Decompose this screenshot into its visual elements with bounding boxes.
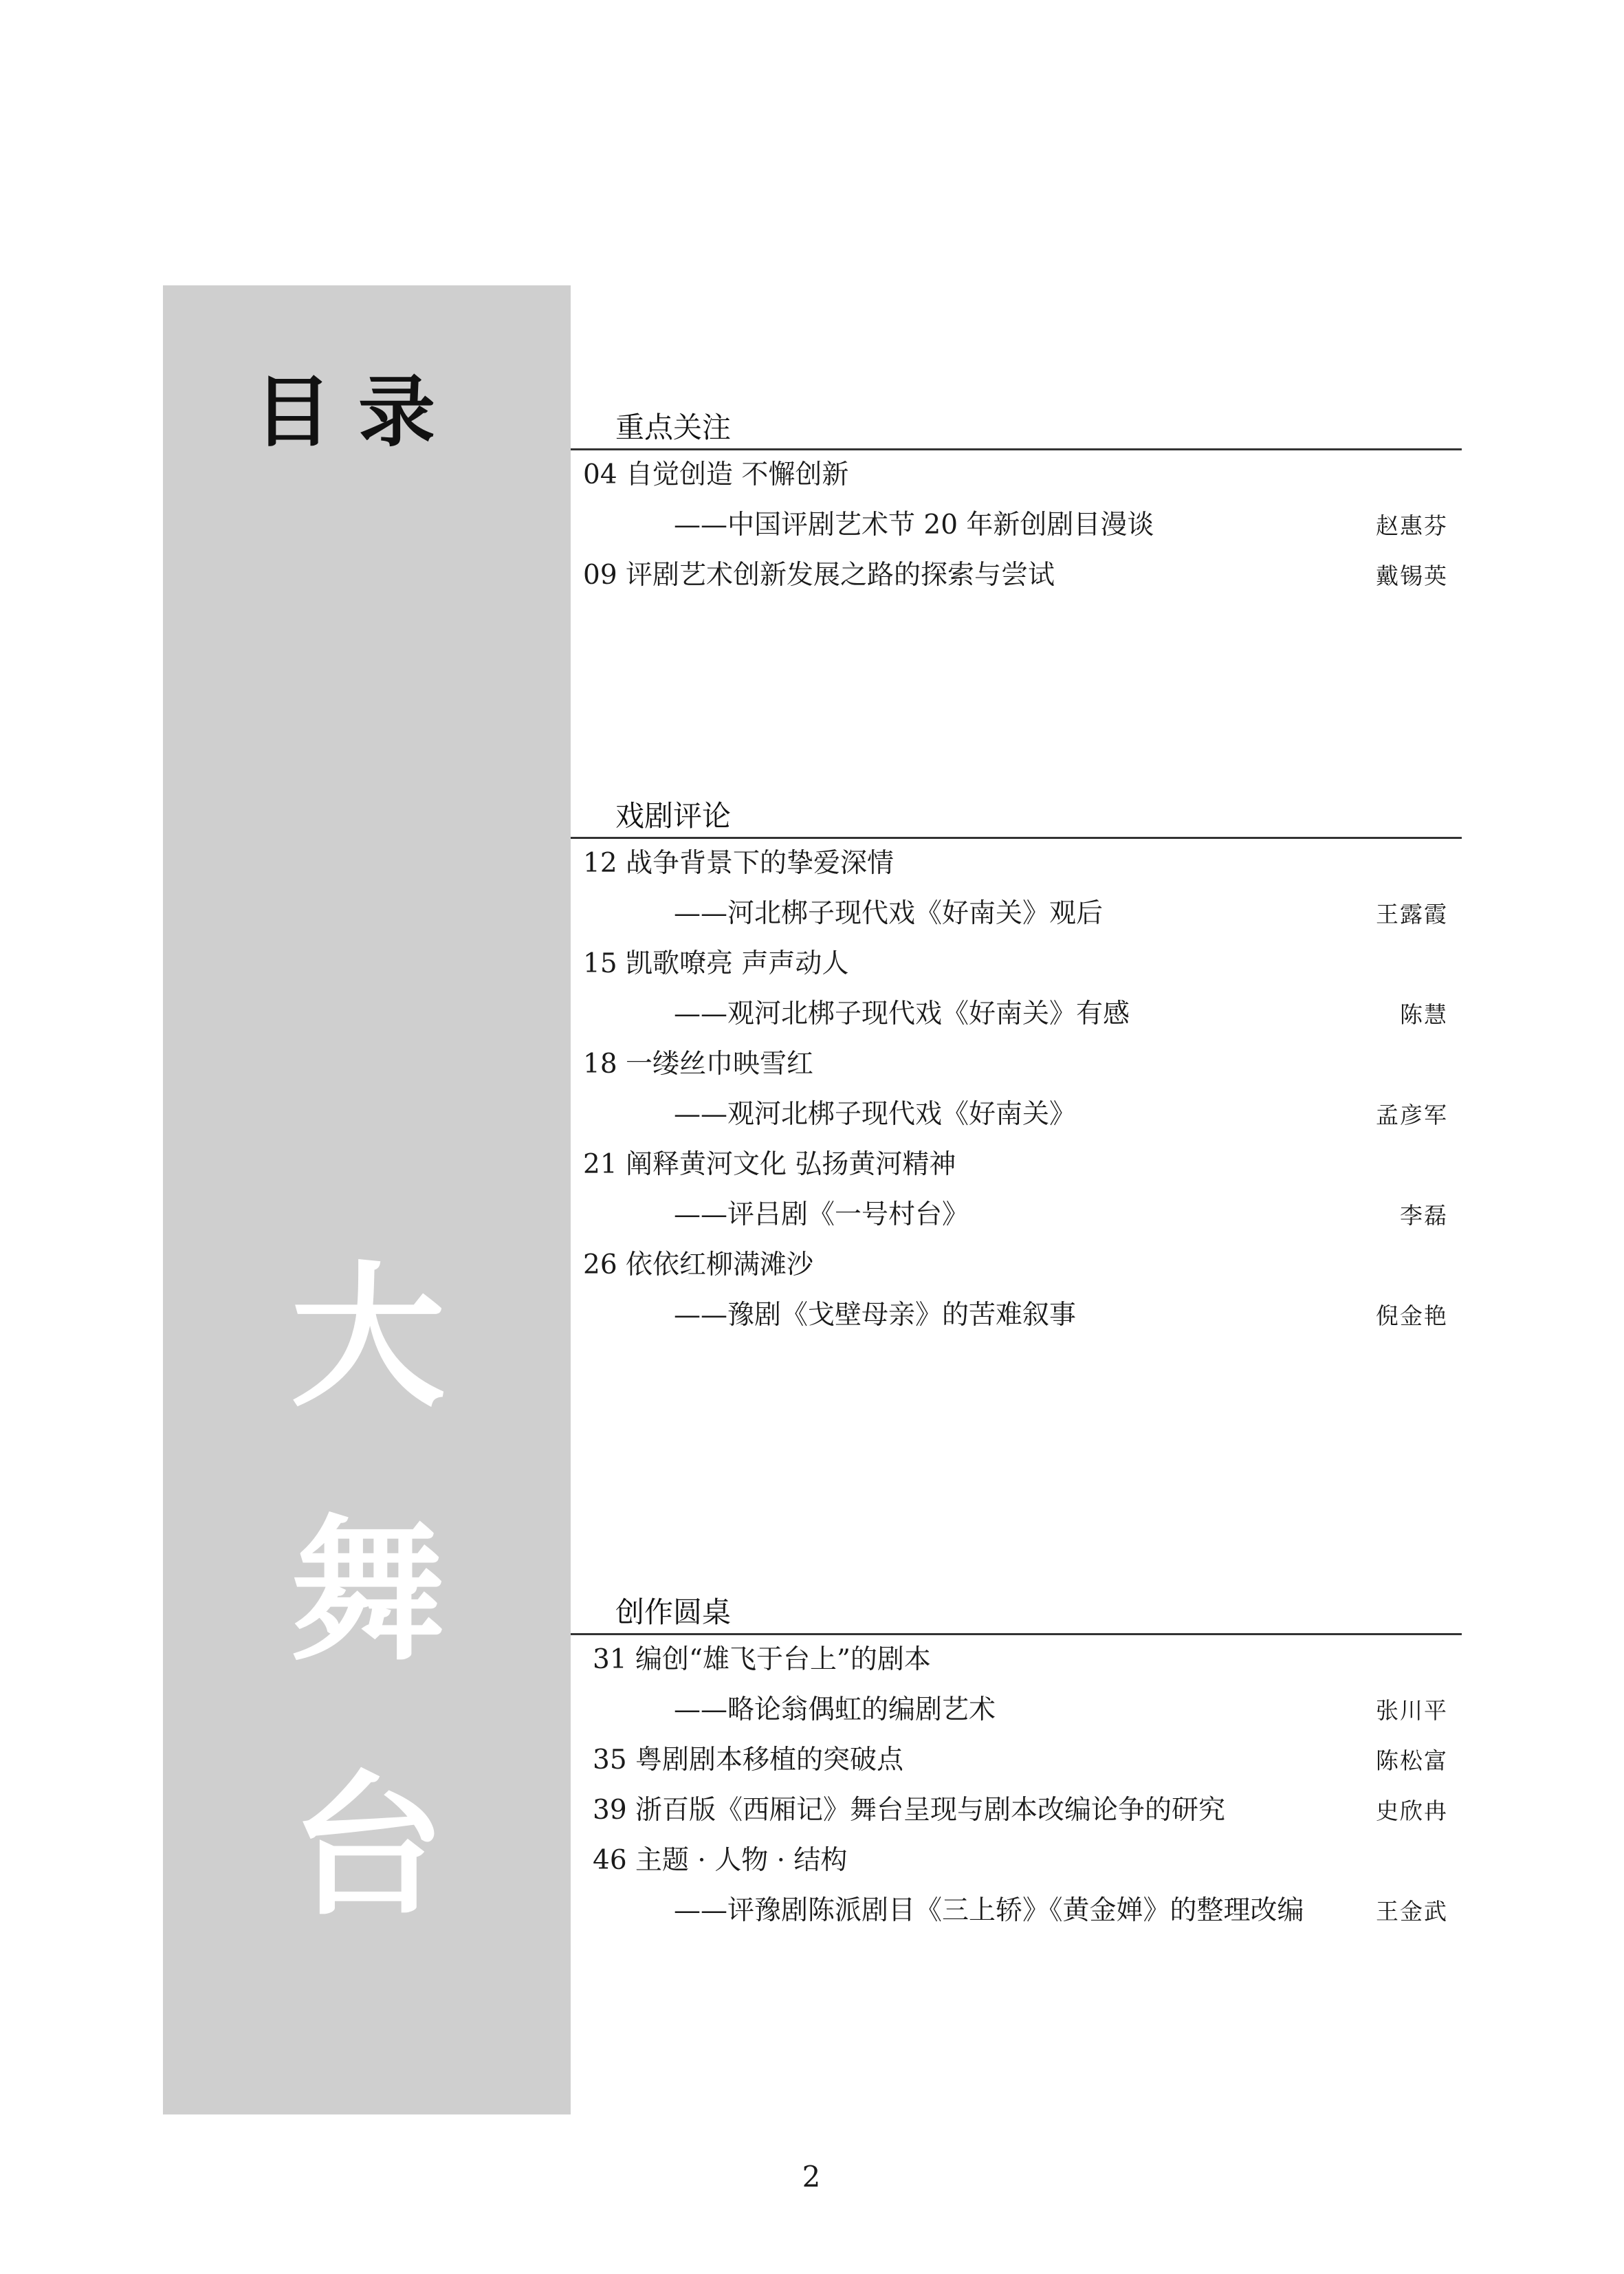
toc-entry[interactable] [571,839,1462,889]
section-title: 创作圆桌 [615,1595,732,1629]
toc-title: 目 录 [254,368,435,457]
entry-title: 35 粤剧剧本移植的突破点 [593,1745,904,1775]
entry-author: 孟彦军 [1376,1102,1448,1128]
entry-subtitle: ——略论翁偶虹的编剧艺术 [674,1694,996,1725]
section-header [571,399,1462,450]
entry-subtitle: ——观河北梆子现代戏《好南关》 [674,1099,1077,1130]
toc-entry[interactable] [571,889,1462,939]
entry-author: 陈慧 [1400,1001,1448,1028]
entry-author: 倪金艳 [1376,1302,1448,1329]
toc-entry[interactable] [571,1240,1462,1291]
toc-entry[interactable] [571,1291,1462,1341]
entry-title: 18 一缕丝巾映雪红 [583,1049,814,1080]
toc-entry[interactable] [571,1736,1462,1786]
toc-entry[interactable] [571,1190,1462,1240]
entry-title: 39 浙百版《西厢记》舞台呈现与剧本改编论争的研究 [593,1795,1226,1826]
toc-entry[interactable] [571,501,1462,551]
entry-author: 王露霞 [1376,901,1448,928]
toc-entry[interactable] [571,990,1462,1040]
entry-title: 21 阐释黄河文化 弘扬黄河精神 [583,1149,956,1180]
entry-title: 15 凯歌嘹亮 声声动人 [583,948,849,979]
toc-entry[interactable] [571,1685,1462,1736]
entry-author: 赵惠芬 [1376,512,1448,539]
toc-entry[interactable] [571,1886,1462,1936]
toc-entry[interactable] [571,450,1462,501]
toc-entry[interactable] [571,1635,1462,1685]
section-title: 重点关注 [615,411,732,444]
entry-subtitle: ——豫剧《戈壁母亲》的苦难叙事 [674,1300,1077,1331]
entry-subtitle: ——评豫剧陈派剧目《三上轿》《黄金婵》的整理改编 [674,1895,1304,1926]
entry-title: 09 评剧艺术创新发展之路的探索与尝试 [583,560,1055,591]
entry-author: 张川平 [1376,1697,1448,1724]
toc-entry[interactable] [571,1090,1462,1140]
toc-entry[interactable] [571,1786,1462,1836]
page-number: 2 [802,2160,821,2194]
entry-author: 戴锡英 [1376,562,1448,589]
section-creation-roundtable [571,1584,1462,1936]
toc-entry[interactable] [571,1836,1462,1886]
section-title: 戏剧评论 [615,799,732,833]
entry-subtitle: ——中国评剧艺术节 20 年新创剧目漫谈 [674,510,1154,540]
magazine-brand: 大舞台 [290,1247,446,1937]
entry-author: 陈松富 [1376,1747,1448,1774]
toc-entry[interactable] [571,939,1462,990]
entry-title: 26 依依红柳满滩沙 [583,1249,814,1280]
entry-title: 46 主题 · 人物 · 结构 [593,1845,848,1876]
section-drama-review [571,787,1462,1341]
entry-author: 王金武 [1376,1898,1448,1925]
toc-entry[interactable] [571,551,1462,601]
entry-subtitle: ——观河北梆子现代戏《好南关》有感 [674,998,1130,1029]
entry-author: 史欣冉 [1376,1797,1448,1824]
entry-subtitle: ——河北梆子现代戏《好南关》观后 [674,898,1104,929]
entry-title: 04 自觉创造 不懈创新 [583,459,849,490]
entry-subtitle: ——评吕剧《一号村台》 [674,1199,969,1230]
entry-author: 李磊 [1400,1202,1448,1229]
entry-title: 12 战争背景下的挚爱深情 [583,848,895,879]
section-focus [571,399,1462,601]
entry-title: 31 编创“雄飞于台上”的剧本 [593,1644,931,1675]
toc-entry[interactable] [571,1040,1462,1090]
section-header [571,787,1462,839]
toc-entry[interactable] [571,1140,1462,1190]
section-header [571,1584,1462,1635]
